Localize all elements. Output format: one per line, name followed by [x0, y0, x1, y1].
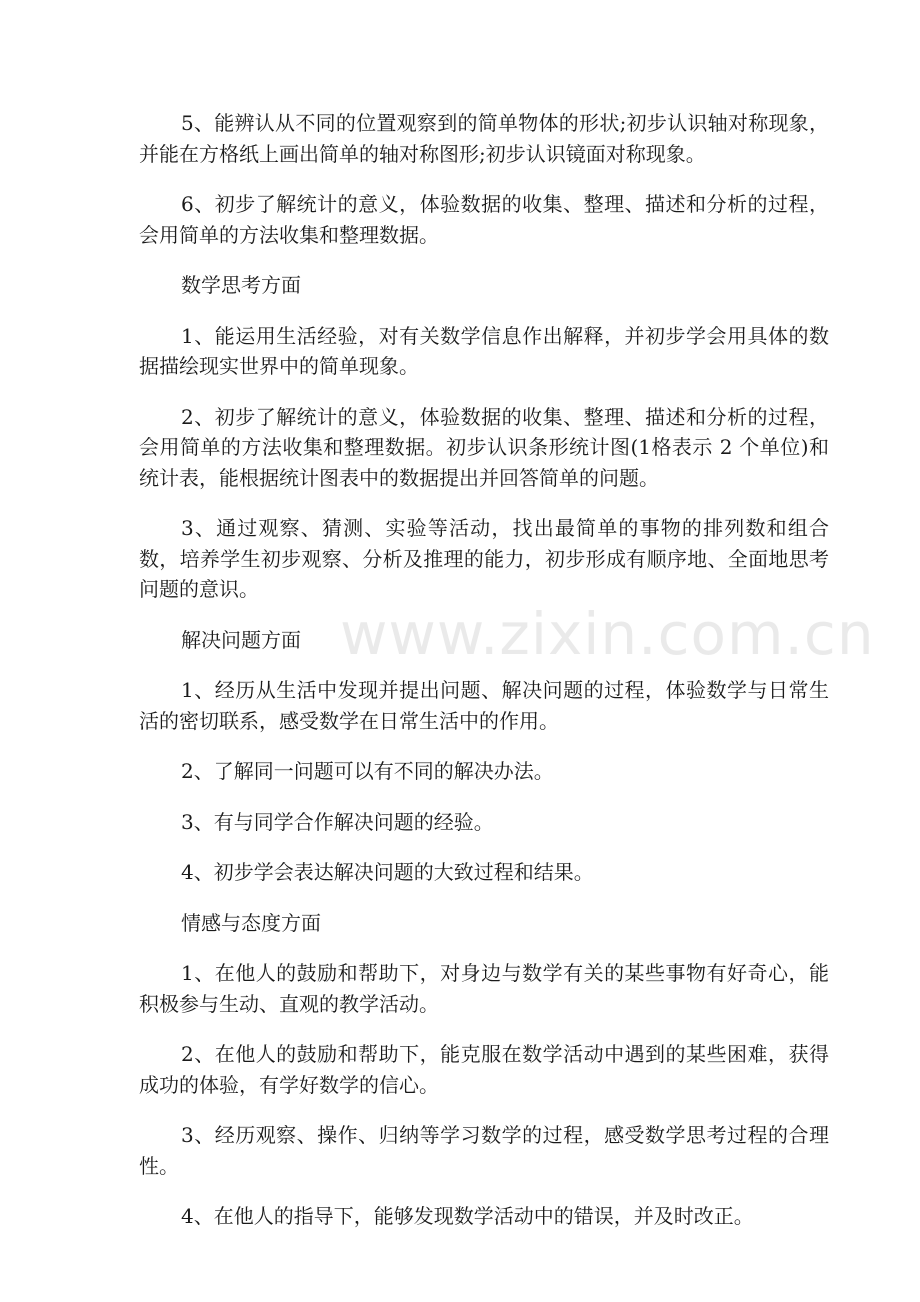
section-heading-emotion-attitude: 情感与态度方面 — [181, 910, 321, 935]
problem-solving-item-2: 2、了解同一问题可以有不同的解决办法。 — [181, 759, 554, 783]
emotion-item-1: 1、在他人的鼓励和帮助下，对身边与数学有关的某些事物有好奇心，能积极参与生动、直观的教学活动。 — [139, 961, 829, 1016]
section-heading-math-thinking: 数学思考方面 — [181, 273, 301, 297]
problem-solving-item-4: 4、初步学会表达解决问题的大致过程和结果。 — [181, 860, 594, 884]
problem-solving-item-3: 3、有与同学合作解决问题的经验。 — [181, 809, 494, 834]
emotion-item-4: 4、在他人的指导下，能够发现数学活动中的错误，并及时改正。 — [181, 1204, 754, 1228]
math-thinking-item-1: 1、能运用生活经验，对有关数学信息作出解释，并初步学会用具体的数据描绘现实世界中的简单现象。 — [139, 323, 829, 378]
paragraph-item-5: 5、能辨认从不同的位置观察到的简单物体的形状;初步认识轴对称现象，并能在方格纸上画出简单的轴对称图形;初步认识镜面对称现象。 — [139, 111, 829, 166]
emotion-item-2: 2、在他人的鼓励和帮助下，能克服在数学活动中遇到的某些困难，获得成功的体验，有学好数学的信心。 — [139, 1042, 829, 1097]
document-body — [139, 108, 829, 1252]
emotion-item-3: 3、经历观察、操作、归纳等学习数学的过程，感受数学思考过程的合理性。 — [139, 1123, 829, 1178]
problem-solving-item-1: 1、经历从生活中发现并提出问题、解决问题的过程，体验数学与日常生活的密切联系，感受数学在日常生活中的作用。 — [139, 678, 829, 733]
section-heading-problem-solving: 解决问题方面 — [181, 627, 301, 652]
math-thinking-item-3: 3、通过观察、猜测、实验等活动，找出最简单的事物的排列数和组合数，培养学生初步观察、分析及推理的能力，初步形成有顺序地、全面地思考问题的意识。 — [139, 516, 829, 601]
paragraph-item-6: 6、初步了解统计的意义，体验数据的收集、整理、描述和分析的过程，会用简单的方法收集和整理数据。 — [139, 192, 829, 247]
watermark: www.zixin.com.cn — [340, 600, 875, 668]
math-thinking-item-2: 2、初步了解统计的意义，体验数据的收集、整理、描述和分析的过程，会用简单的方法收集和整理数据。初步认识条形统计图(1格表示 2 个单位)和统计表，能根据统计图表中的数据提出并回答简单的问题。 — [139, 404, 829, 490]
